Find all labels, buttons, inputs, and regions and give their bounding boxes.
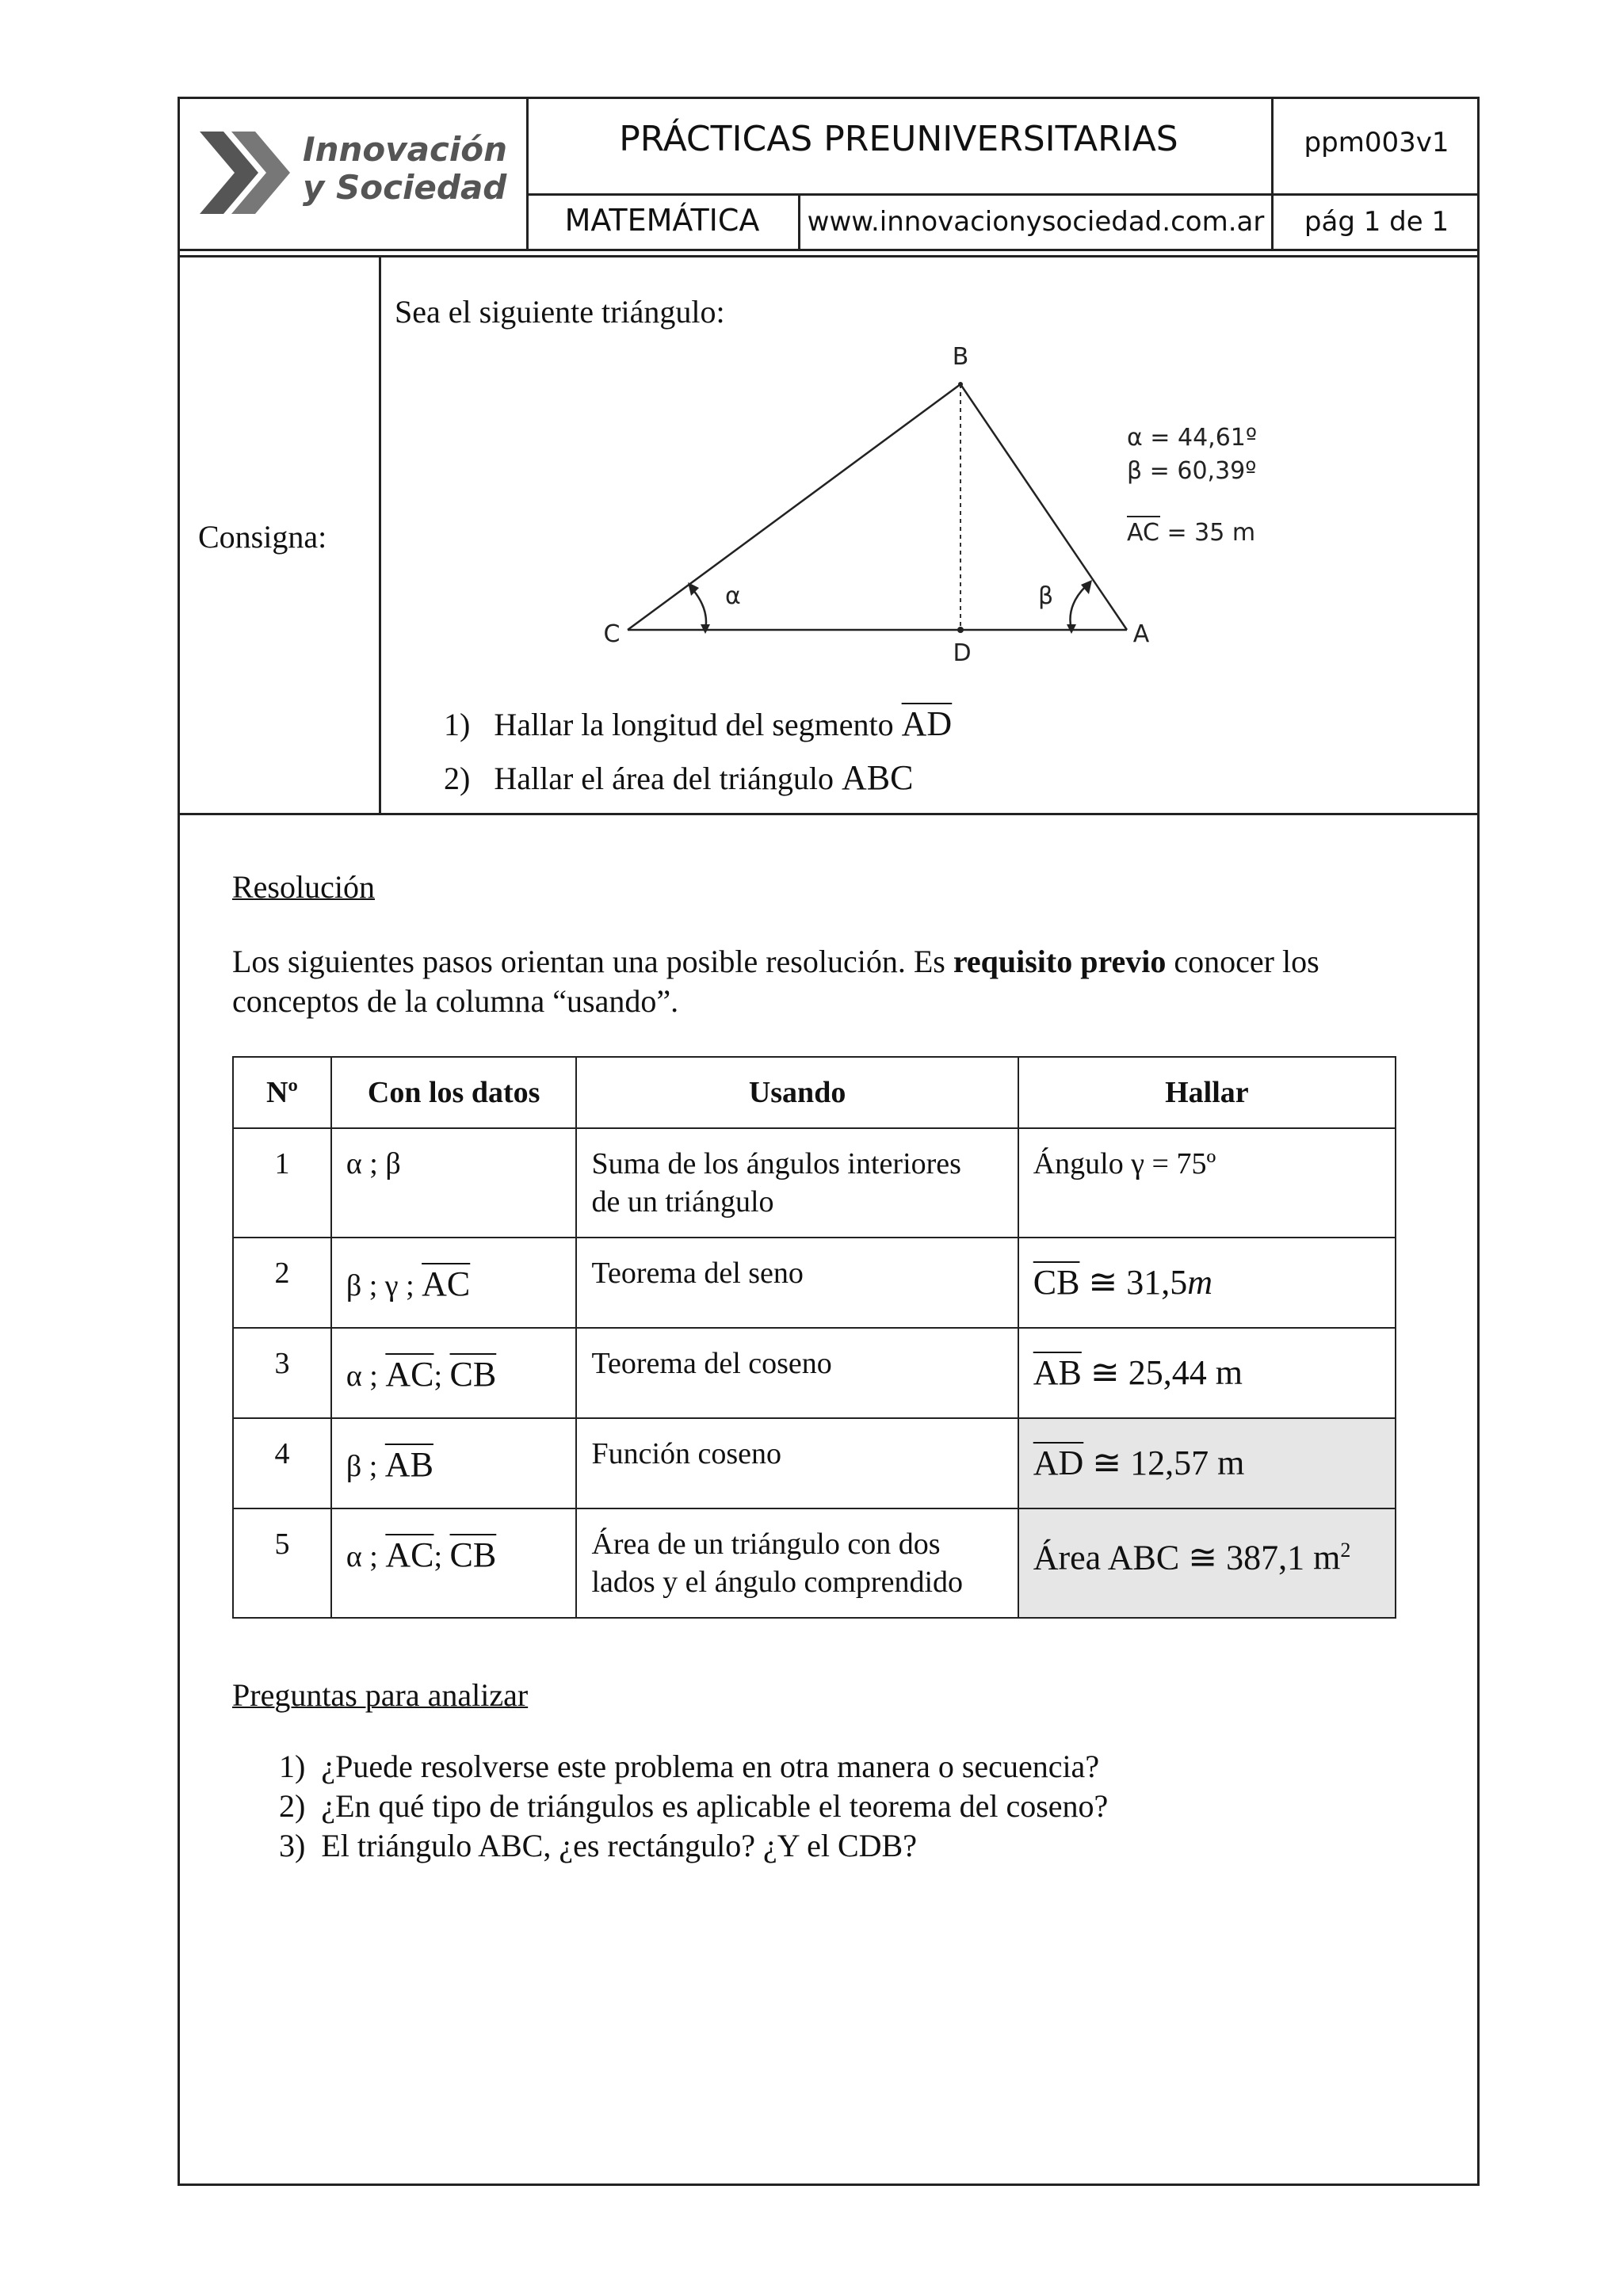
- pregunta-3-text: El triángulo ABC, ¿es rectángulo? ¿Y el CDB?: [321, 1828, 917, 1863]
- header-bottom-line: [178, 249, 1480, 251]
- column-header-datos: Con los datos: [331, 1057, 577, 1128]
- row-5-datos-separator: ;: [433, 1540, 450, 1573]
- logo: [197, 125, 514, 220]
- pregunta-1: [279, 1748, 1099, 1785]
- row-1-num: 1: [233, 1128, 331, 1238]
- pregunta-3: [279, 1827, 917, 1864]
- row-4-datos-segment: $\overline{AB}$: [384, 1445, 433, 1484]
- task-2-number: 2): [444, 761, 471, 796]
- website-link[interactable]: www.innovacionysociedad.com.ar: [807, 206, 1265, 238]
- point-b-dot: [958, 382, 963, 387]
- subject-label: MATEMÁTICA: [564, 203, 760, 238]
- row-1-usando: [576, 1128, 1018, 1238]
- alpha-arc: [693, 590, 706, 630]
- resolucion-intro-line2: conceptos de la columna “usando”.: [232, 983, 679, 1019]
- row-2-hallar-segment: $\overline{CB}$: [1033, 1263, 1080, 1302]
- row-1-usando-line2: de un triángulo: [591, 1185, 774, 1219]
- header-divider: [526, 193, 1480, 196]
- pregunta-1-text: ¿Puede resolverse este problema en otra manera o secuencia?: [321, 1749, 1100, 1784]
- label-c: C: [603, 620, 621, 648]
- row-2-hallar-value: ≅ 31,5: [1079, 1263, 1188, 1302]
- row-5-datos-pre: α ;: [346, 1540, 386, 1573]
- alpha-value: α = 44,61º: [1127, 424, 1258, 452]
- row-5-hallar-value: Área ABC ≅ 387,1 m: [1033, 1538, 1341, 1577]
- page-indicator: pág 1 de 1: [1304, 206, 1449, 238]
- resolution-table: [232, 1056, 1396, 1619]
- logo-text-line1: Innovación: [303, 130, 508, 169]
- document-code: ppm003v1: [1304, 127, 1449, 158]
- resolucion-intro-line1: [232, 943, 1319, 980]
- beta-value: β = 60,39º: [1127, 457, 1257, 485]
- task-1-text: Hallar la longitud del segmento: [494, 707, 902, 742]
- label-a: A: [1132, 620, 1150, 648]
- row-1-datos: α ; β: [331, 1128, 577, 1238]
- consigna-label: Consigna:: [198, 519, 327, 555]
- row-1-usando-line1: Suma de los ángulos interiores: [591, 1147, 961, 1180]
- task-2-triangle: ABC: [842, 758, 914, 797]
- row-2-datos-pre: β ; γ ;: [346, 1269, 422, 1302]
- row-3-datos-separator: ;: [433, 1360, 450, 1393]
- row-3-hallar: [1018, 1328, 1396, 1418]
- pregunta-2: [279, 1787, 1108, 1825]
- row-2-datos-segment: $\overline{AC}$: [422, 1264, 471, 1303]
- table-row: [233, 1128, 1396, 1238]
- task-1-segment: $\overline{AD}$: [901, 704, 953, 743]
- row-3-usando: Teorema del coseno: [576, 1328, 1018, 1418]
- label-beta: β: [1038, 582, 1054, 610]
- consigna-intro: Sea el siguiente triángulo:: [395, 294, 725, 330]
- row-2-datos: [331, 1238, 577, 1328]
- task-2: [444, 757, 913, 798]
- row-2-usando: Teorema del seno: [576, 1238, 1018, 1328]
- row-5-num: 5: [233, 1508, 331, 1618]
- label-b: B: [952, 343, 969, 371]
- side-cb: [628, 384, 960, 630]
- pregunta-1-number: 1): [279, 1749, 306, 1784]
- table-row: [233, 1238, 1396, 1328]
- row-5-datos-segment-2: $\overline{CB}$: [449, 1535, 497, 1574]
- column-header-usando: Usando: [576, 1057, 1018, 1128]
- task-1: [444, 704, 952, 744]
- resolucion-intro-bold: requisito previo: [953, 944, 1167, 979]
- alpha-arrow-top-icon: [688, 582, 699, 596]
- row-1-hallar: Ángulo γ = 75º: [1018, 1128, 1396, 1238]
- table-row: [233, 1508, 1396, 1618]
- row-5-hallar-exponent: 2: [1340, 1539, 1351, 1562]
- document-title: PRÁCTICAS PREUNIVERSITARIAS: [619, 119, 1178, 159]
- row-5-datos: [331, 1508, 577, 1618]
- row-3-datos-pre: α ;: [346, 1360, 386, 1393]
- logo-text-line2: y Sociedad: [303, 168, 507, 207]
- ac-value: AC = 35 m: [1127, 519, 1256, 547]
- beta-arc: [1070, 586, 1086, 630]
- task-1-number: 1): [444, 707, 471, 742]
- row-5-usando-line1: Área de un triángulo con dos: [591, 1527, 941, 1561]
- row-4-hallar-segment: $\overline{AD}$: [1033, 1444, 1084, 1482]
- logo-chevrons-icon: [197, 125, 307, 220]
- task-2-text: Hallar el área del triángulo: [494, 761, 842, 796]
- resolucion-intro-a: Los siguientes pasos orientan una posible resolución. Es: [232, 944, 953, 979]
- row-3-hallar-segment: $\overline{AB}$: [1033, 1353, 1082, 1392]
- triangle-figure: [586, 341, 1458, 673]
- table-header-row: [233, 1057, 1396, 1128]
- row-4-hallar-value: ≅ 12,57 m: [1083, 1444, 1245, 1482]
- preguntas-heading: Preguntas para analizar: [232, 1677, 529, 1713]
- pregunta-2-number: 2): [279, 1788, 306, 1824]
- row-4-datos-pre: β ;: [346, 1450, 385, 1483]
- pregunta-2-text: ¿En qué tipo de triángulos es aplicable el teorema del coseno?: [321, 1788, 1109, 1824]
- row-5-usando: [576, 1508, 1018, 1618]
- row-4-usando: Función coseno: [576, 1418, 1018, 1508]
- consigna-bottom-line: [178, 813, 1480, 815]
- pregunta-3-number: 3): [279, 1828, 306, 1863]
- beta-arrow-top-icon: [1081, 580, 1092, 594]
- row-4-num: 4: [233, 1418, 331, 1508]
- table-row: [233, 1418, 1396, 1508]
- table-row: [233, 1328, 1396, 1418]
- row-5-usando-line2: lados y el ángulo comprendido: [591, 1566, 964, 1599]
- resolucion-heading: Resolución: [232, 869, 375, 905]
- row-2-num: 2: [233, 1238, 331, 1328]
- resolucion-intro-b: conocer los: [1166, 944, 1319, 979]
- column-header-hallar: Hallar: [1018, 1057, 1396, 1128]
- row-5-hallar: [1018, 1508, 1396, 1618]
- row-3-hallar-value: ≅ 25,44 m: [1081, 1353, 1243, 1392]
- row-4-datos: [331, 1418, 577, 1508]
- consigna-divider: [379, 255, 381, 814]
- row-2-hallar: [1018, 1238, 1396, 1328]
- row-5-datos-segment-1: $\overline{AC}$: [385, 1535, 434, 1574]
- row-3-datos-segment-1: $\overline{AC}$: [385, 1355, 434, 1394]
- row-3-datos-segment-2: $\overline{CB}$: [449, 1355, 497, 1394]
- column-header-num: Nº: [233, 1057, 331, 1128]
- label-d: D: [953, 639, 972, 667]
- row-3-num: 3: [233, 1328, 331, 1418]
- header-bottom-line-2: [178, 255, 1480, 257]
- point-d-dot: [957, 627, 964, 633]
- row-2-hallar-unit: m: [1187, 1263, 1213, 1302]
- row-3-datos: [331, 1328, 577, 1418]
- row-4-hallar: [1018, 1418, 1396, 1508]
- label-alpha: α: [725, 582, 741, 610]
